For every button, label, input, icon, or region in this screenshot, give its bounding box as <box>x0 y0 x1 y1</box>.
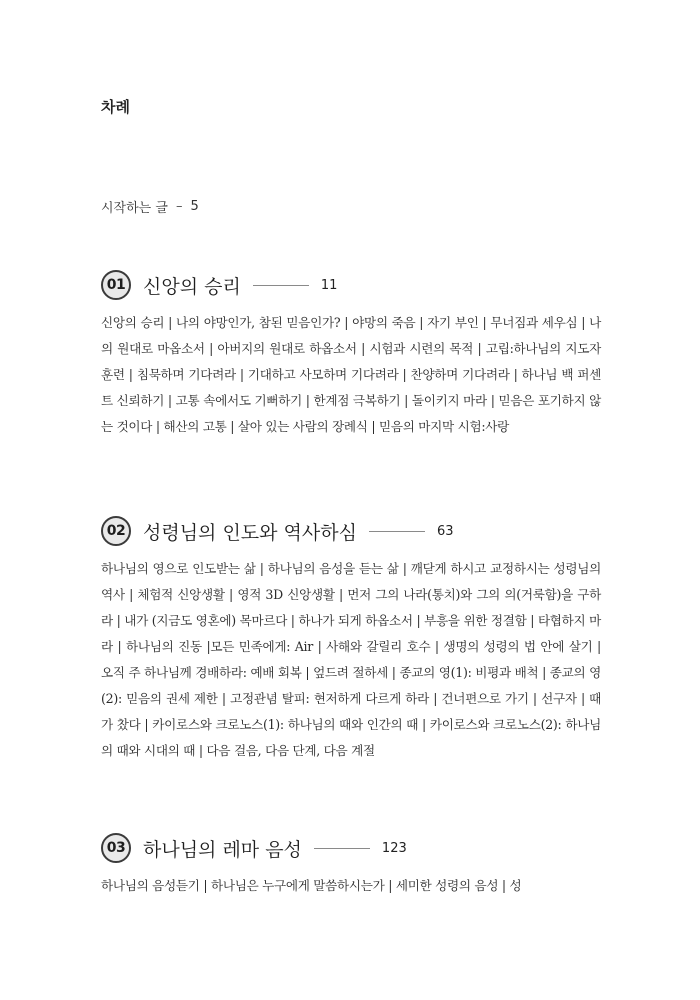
chapter-contents-02 <box>101 556 601 764</box>
leader-line <box>369 531 425 532</box>
chapter-number-badge: 02 <box>101 516 131 546</box>
intro-dash: – <box>175 199 183 214</box>
page-title: 차례 <box>101 98 130 116</box>
chapter-contents-03 <box>101 873 601 899</box>
chapter-contents-text: 신앙의 승리 | 나의 야망인가, 참된 믿음인가? | 야망의 죽음 | 자기 부인 | 무너짐과 세우심 | 나의 원대로 마옵소서 | 아버지의 원대로 하옵소서 | 시험과 시련의 목적 | 고립:하나님의 지도자 훈련 | 침묵하며 기다려라 | 기대하고 사모하며 기다려라 | 찬양하며 기다려라 | 하나님 백 퍼센트 신뢰하기 | 고통 속에서도 기뻐하기 | 한계점 극복하기 | 돌이키지 마라 | 믿음은 포기하지 않는 것이다 | 해산의 고통 | 살아 있는 사람의 장례식 | 믿음의 마지막 시험:사랑 <box>101 315 601 434</box>
intro-label: 시작하는 글 <box>101 201 168 216</box>
chapter-title: 신앙의 승리 <box>143 275 241 298</box>
chapter-page-number: 63 <box>436 523 454 539</box>
chapter-contents-01 <box>101 310 601 440</box>
toc-entry-intro[interactable] <box>101 197 199 216</box>
chapter-heading-01[interactable] <box>101 270 337 300</box>
chapter-title: 하나님의 레마 음성 <box>143 838 302 861</box>
intro-page-number: 5 <box>190 199 199 214</box>
chapter-number-badge: 03 <box>101 833 131 863</box>
chapter-heading-02[interactable] <box>101 516 454 546</box>
chapter-page-number: 123 <box>381 840 407 856</box>
leader-line <box>253 285 309 286</box>
chapter-heading-03[interactable] <box>101 833 407 863</box>
chapter-page-number: 11 <box>320 277 338 293</box>
chapter-contents-text: 하나님의 영으로 인도받는 삶 | 하나님의 음성을 듣는 삶 | 깨닫게 하시고 교정하시는 성령님의 역사 | 체험적 신앙생활 | 영적 3D 신앙생활 | 먼저 그의 나라(통치)와 그의 의(거룩함)을 구하라 | 내가 (지금도 영혼에) 목마르다 | 하나가 되게 하옵소서 | 부흥을 위한 정결함 | 타협하지 마라 | 하나님의 진동 |모든 민족에게: Air | 사해와 갈릴리 호수 | 생명의 성령의 법 안에 살기 | 오직 주 하나님께 경배하라: 예배 회복 | 엎드려 절하세 | 종교의 영(1): 비평과 배척 | 종교의 영(2): 믿음의 권세 제한 | 고정관념 탈피: 현저하게 다르게 하라 | 건너편으로 가기 | 선구자 | 때가 찼다 | 카이로스와 크로노스(1): 하나님의 때와 인간의 때 | 카이로스와 크로노스(2): 하나님의 때와 시대의 때 | 다음 걸음, 다음 단계, 다음 계절 <box>101 561 601 758</box>
chapter-number-badge: 01 <box>101 270 131 300</box>
chapter-contents-text: 하나님의 음성듣기 | 하나님은 누구에게 말씀하시는가 | 세미한 성령의 음성 | 성 <box>101 878 522 893</box>
leader-line <box>314 848 370 849</box>
chapter-title: 성령님의 인도와 역사하심 <box>143 521 357 544</box>
